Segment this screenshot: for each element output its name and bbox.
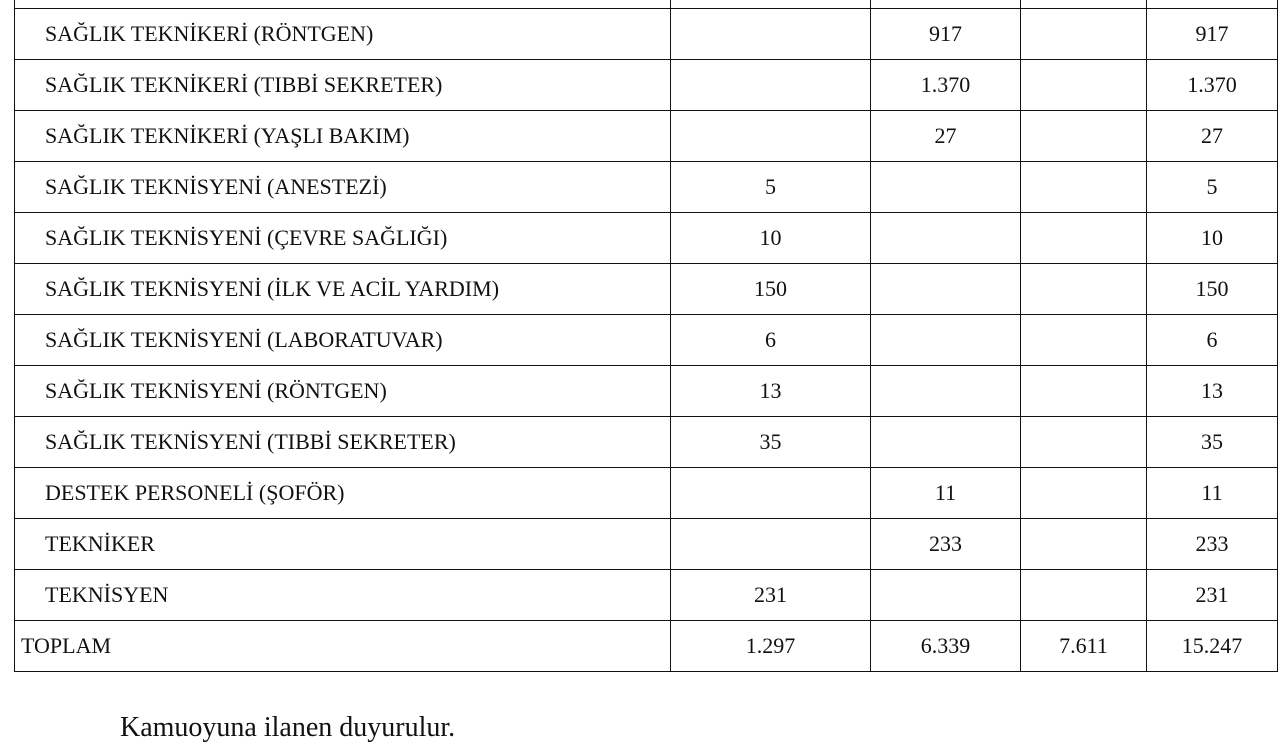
total-row	[15, 621, 1278, 672]
value-col-1	[671, 60, 871, 111]
table-row	[15, 264, 1278, 315]
value-col-3	[1021, 60, 1147, 111]
row-total: 233	[1147, 519, 1278, 570]
table-row	[15, 468, 1278, 519]
value-col-3	[1021, 519, 1147, 570]
value-col-2	[871, 417, 1021, 468]
table-row	[15, 111, 1278, 162]
table-row	[15, 417, 1278, 468]
row-total: 35	[1147, 417, 1278, 468]
position-name: SAĞLIK TEKNİSYENİ (LABORATUVAR)	[15, 315, 671, 366]
value-col-1: 35	[671, 417, 871, 468]
row-total: 6	[1147, 315, 1278, 366]
total-section	[15, 621, 1278, 672]
row-total: 5	[1147, 162, 1278, 213]
value-col-1	[671, 9, 871, 60]
value-col-2: 27	[871, 111, 1021, 162]
value-col-2: 11	[871, 468, 1021, 519]
value-col-2	[871, 366, 1021, 417]
value-col-1	[671, 519, 871, 570]
table-row	[15, 213, 1278, 264]
value-col-1: 5	[671, 162, 871, 213]
position-name: SAĞLIK TEKNİKERİ (TIBBİ SEKRETER)	[15, 60, 671, 111]
position-name: SAĞLIK TEKNİKERİ (YAŞLI BAKIM)	[15, 111, 671, 162]
total-sum: 15.247	[1147, 621, 1278, 672]
table-body	[15, 0, 1278, 621]
table-row	[15, 315, 1278, 366]
row-total: 11	[1147, 468, 1278, 519]
table-row	[15, 519, 1278, 570]
row-total: 13	[1147, 366, 1278, 417]
value-col-3	[1021, 213, 1147, 264]
value-col-1: 150	[671, 264, 871, 315]
value-col-3	[1021, 417, 1147, 468]
value-col-2	[871, 162, 1021, 213]
value-col-3	[1021, 468, 1147, 519]
position-name: SAĞLIK TEKNİSYENİ (RÖNTGEN)	[15, 366, 671, 417]
value-col-1	[671, 111, 871, 162]
value-col-2: 233	[871, 519, 1021, 570]
position-name: SAĞLIK TEKNİSYENİ (TIBBİ SEKRETER)	[15, 417, 671, 468]
staff-table	[14, 0, 1278, 672]
value-col-1: 10	[671, 213, 871, 264]
public-notice: Kamuoyuna ilanen duyurulur.	[120, 712, 456, 743]
value-col-2	[871, 315, 1021, 366]
value-col-2: 1.370	[871, 60, 1021, 111]
row-total: 10	[1147, 213, 1278, 264]
total-col-1: 1.297	[671, 621, 871, 672]
value-col-2	[871, 213, 1021, 264]
value-col-3	[1021, 315, 1147, 366]
position-name: SAĞLIK TEKNİSYENİ (İLK VE ACİL YARDIM)	[15, 264, 671, 315]
position-name: TEKNİSYEN	[15, 570, 671, 621]
value-col-3	[1021, 570, 1147, 621]
position-name: SAĞLIK TEKNİKERİ (RÖNTGEN)	[15, 9, 671, 60]
value-col-1: 231	[671, 570, 871, 621]
value-col-1: 13	[671, 366, 871, 417]
position-name: TEKNİKER	[15, 519, 671, 570]
value-col-1: 6	[671, 315, 871, 366]
total-col-2: 6.339	[871, 621, 1021, 672]
table-row-partial	[15, 0, 1278, 9]
table-row	[15, 570, 1278, 621]
total-col-3: 7.611	[1021, 621, 1147, 672]
position-name: SAĞLIK TEKNİSYENİ (ÇEVRE SAĞLIĞI)	[15, 213, 671, 264]
value-col-1	[671, 468, 871, 519]
position-name: SAĞLIK TEKNİSYENİ (ANESTEZİ)	[15, 162, 671, 213]
position-name: DESTEK PERSONELİ (ŞOFÖR)	[15, 468, 671, 519]
value-col-2	[871, 570, 1021, 621]
value-col-2	[871, 264, 1021, 315]
table-row	[15, 162, 1278, 213]
row-total: 1.370	[1147, 60, 1278, 111]
value-col-3	[1021, 9, 1147, 60]
total-label: TOPLAM	[15, 621, 671, 672]
table-row	[15, 9, 1278, 60]
row-total: 150	[1147, 264, 1278, 315]
value-col-2: 917	[871, 9, 1021, 60]
row-total: 917	[1147, 9, 1278, 60]
value-col-3	[1021, 111, 1147, 162]
value-col-3	[1021, 264, 1147, 315]
row-total: 27	[1147, 111, 1278, 162]
table-row	[15, 366, 1278, 417]
value-col-3	[1021, 366, 1147, 417]
table-row	[15, 60, 1278, 111]
row-total: 231	[1147, 570, 1278, 621]
value-col-3	[1021, 162, 1147, 213]
